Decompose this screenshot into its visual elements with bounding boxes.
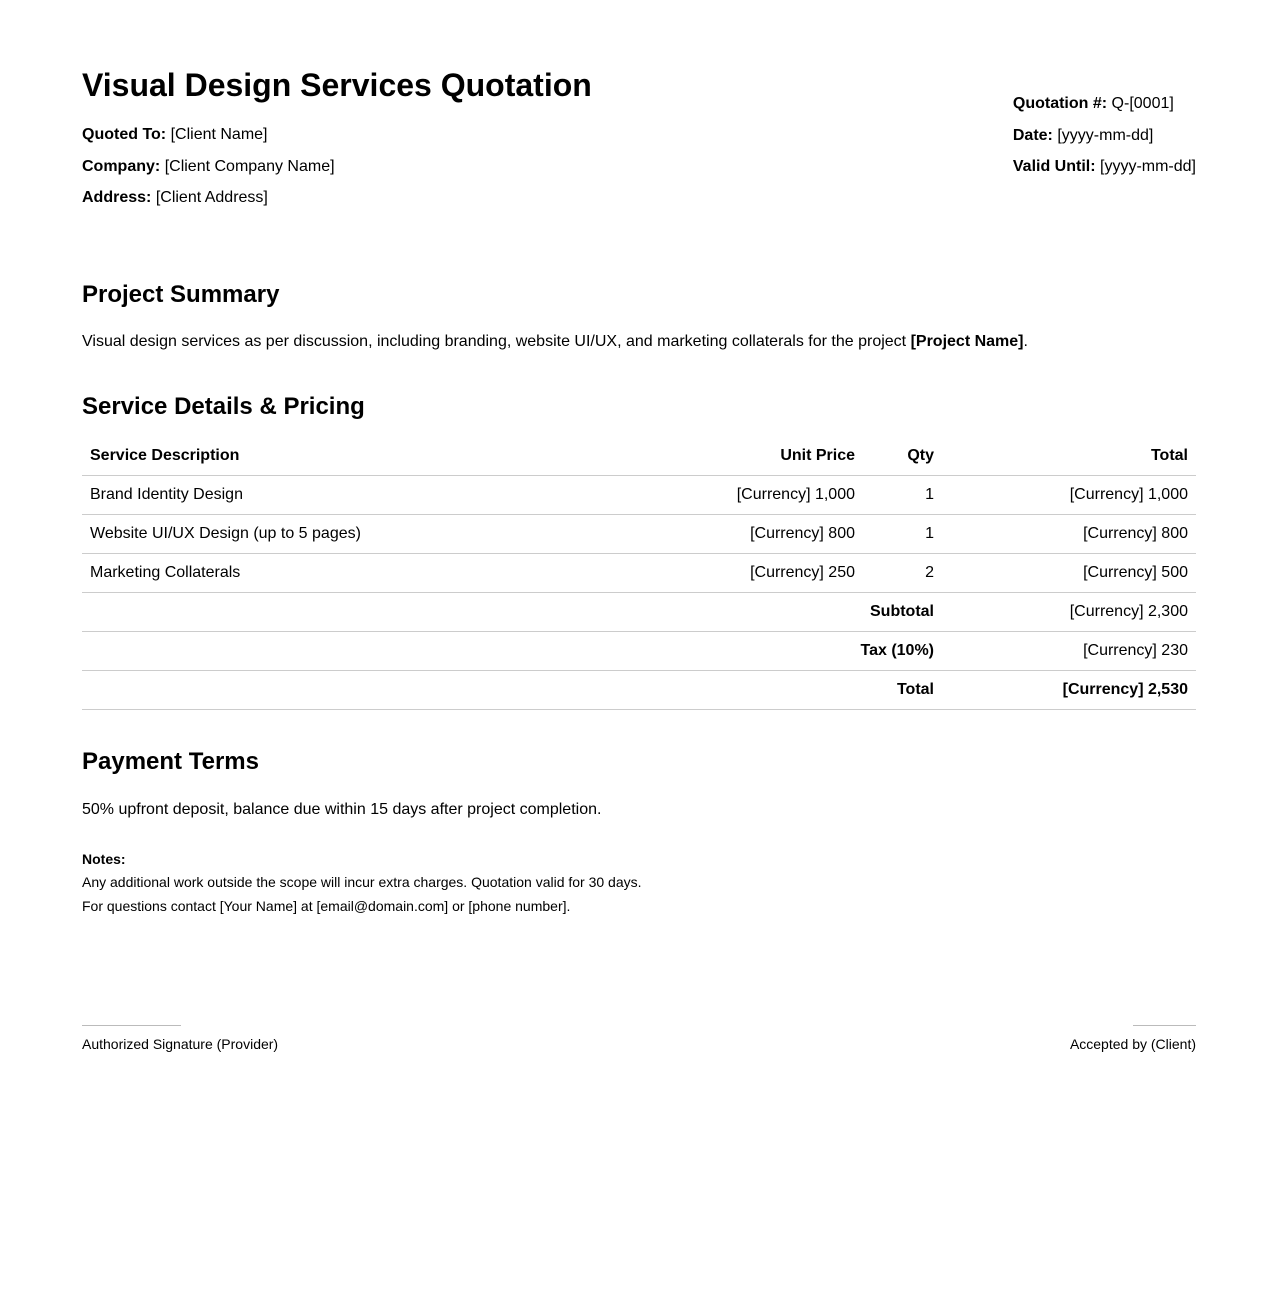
quotation-date: [1013, 126, 1196, 158]
notes-line: Any additional work outside the scope will incur extra charges. Quotation valid for 30 days.: [82, 874, 642, 890]
project-summary-text: [82, 332, 1028, 352]
project-name: [Project Name]: [910, 333, 1024, 350]
tax-row: [82, 632, 1196, 671]
payment-terms-text: 50% upfront deposit, balance due within 15 days after project completion.: [82, 801, 602, 818]
provider-signature-label: Authorized Signature (Provider): [82, 1036, 279, 1052]
subtotal-row: [82, 593, 1196, 632]
valid-until-value: [yyyy-mm-dd]: [1100, 158, 1196, 175]
summary-suffix: .: [1023, 333, 1028, 350]
company-label: Company:: [82, 157, 161, 175]
quoted-to-label: Quoted To:: [82, 126, 167, 143]
valid-until: [1013, 157, 1196, 189]
unit-price: [Currency] 800: [658, 515, 863, 554]
column-header-total: Total: [942, 437, 1196, 476]
pricing-table: [82, 437, 1196, 710]
company: [82, 157, 335, 189]
notes-label: Notes:: [82, 851, 126, 867]
notes-section: [82, 848, 642, 918]
column-header-unit-price: Unit Price: [658, 437, 863, 476]
summary-body: Visual design services as per discussion, including branding, website UI/UX, and marketing collaterals for the project: [82, 333, 911, 350]
subtotal-label: Subtotal: [82, 593, 942, 632]
table-row: [82, 476, 1196, 515]
provider-signature: [82, 1025, 278, 1052]
client-signature: [1070, 1025, 1196, 1052]
date-value: [yyyy-mm-dd]: [1057, 126, 1154, 144]
valid-until-label: Valid Until:: [1012, 158, 1096, 175]
signature-line: [82, 1025, 181, 1036]
service-description: Marketing Collaterals: [82, 554, 658, 593]
unit-price: [Currency] 250: [658, 554, 863, 593]
table-header-row: [82, 437, 1196, 476]
unit-price: [Currency] 1,000: [658, 476, 863, 515]
qty: 1: [863, 515, 942, 554]
address-value: [Client Address]: [155, 189, 268, 206]
table-row: [82, 515, 1196, 554]
grand-total-row: [82, 671, 1196, 710]
tax-value: [Currency] 230: [942, 632, 1196, 671]
line-total: [Currency] 500: [942, 554, 1196, 593]
signature-line: [1133, 1025, 1196, 1036]
company-value: [Client Company Name]: [164, 157, 335, 175]
column-header-description: Service Description: [82, 437, 658, 476]
line-total: [Currency] 1,000: [942, 476, 1196, 515]
qty: 1: [863, 476, 942, 515]
pricing-heading: Service Details & Pricing: [82, 393, 365, 420]
tax-label: Tax (10%): [82, 632, 942, 671]
service-description: Website UI/UX Design (up to 5 pages): [82, 515, 658, 554]
qty: 2: [863, 554, 942, 593]
date-label: Date:: [1012, 126, 1053, 144]
service-description: Brand Identity Design: [82, 476, 658, 515]
table-row: [82, 554, 1196, 593]
quotation-meta: [1013, 94, 1196, 189]
document-header: [82, 0, 1196, 230]
quotation-number-value: Q-[0001]: [1111, 95, 1174, 112]
client-signature-label: Accepted by (Client): [1069, 1036, 1196, 1052]
project-summary-heading: Project Summary: [82, 281, 280, 308]
grand-total-label: Total: [82, 671, 942, 710]
quotation-document: [82, 0, 1196, 1052]
quoted-to: [82, 125, 335, 157]
quotation-number: [1013, 94, 1196, 126]
subtotal-value: [Currency] 2,300: [942, 593, 1196, 632]
line-total: [Currency] 800: [942, 515, 1196, 554]
column-header-qty: Qty: [863, 437, 942, 476]
address-label: Address:: [82, 189, 152, 206]
address: [82, 188, 335, 220]
page-title: Visual Design Services Quotation: [82, 67, 592, 103]
quotation-number-label: Quotation #:: [1012, 95, 1108, 112]
quoted-to-value: [Client Name]: [170, 126, 268, 143]
notes-line: For questions contact [Your Name] at [email@domain.com] or [phone number].: [82, 898, 571, 914]
payment-terms-heading: Payment Terms: [82, 748, 259, 775]
grand-total-value: [Currency] 2,530: [942, 671, 1196, 710]
client-info: [82, 125, 335, 220]
